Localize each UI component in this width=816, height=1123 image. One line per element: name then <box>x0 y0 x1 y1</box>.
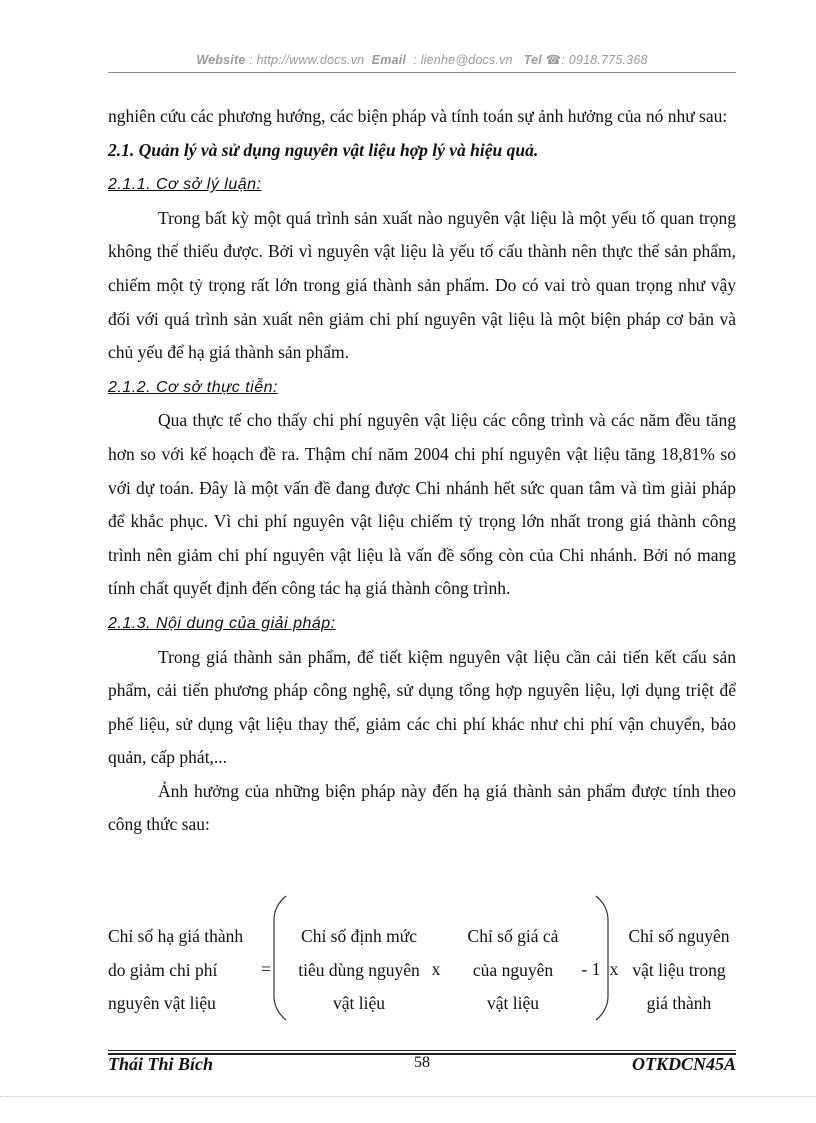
footer-divider <box>108 1050 736 1051</box>
page-edge-dotted-line <box>0 1096 816 1097</box>
website-label: Website <box>196 53 246 67</box>
equals-sign: = <box>261 959 271 979</box>
term-b-line: Chỉ số giá cả <box>467 926 559 946</box>
subsection-heading-3: 2.1.3. Nội dung của giải pháp: <box>108 614 336 632</box>
formula-term-c <box>616 920 742 1021</box>
subsection-heading-1: 2.1.1. Cơ sở lý luận: <box>108 176 262 194</box>
tel-label: Tel <box>523 53 542 67</box>
header-divider <box>108 72 736 73</box>
multiply-sign: x <box>431 959 441 979</box>
website-value: : http://www.docs.vn <box>249 53 365 67</box>
term-c-line: Chỉ số nguyên <box>628 926 730 946</box>
intro-paragraph: nghiên cứu các phương hướng, các biện pháp và tính toán sự ảnh hưởng của nó như sau: <box>108 106 728 126</box>
term-b-line: vật liệu <box>487 993 539 1014</box>
email-value: : lienhe@docs.vn <box>413 53 513 67</box>
section-heading: 2.1. Quản lý và sử dụng nguyên vật liệu hợp lý và hiệu quả. <box>108 139 539 160</box>
page-number: 58 <box>414 1054 430 1071</box>
formula-term-a <box>284 920 434 1021</box>
paragraph-3: Trong giá thành sản phẩm, để tiết kiệm nguyên vật liệu cần cải tiến kết cấu sản phẩm, cải tiến phương pháp công nghệ, sử dụng tổng hợp nguyên liệu, lợi dụng triệt để phế liệu, sử dụng vật liệu thay thế, giảm các chi phí khác như chi phí vận chuyển, bảo quản, cấp phát,... <box>108 646 736 768</box>
phone-icon: ☎ <box>545 53 562 67</box>
email-label: Email <box>371 53 407 67</box>
term-a-line: tiêu dùng nguyên <box>298 959 420 980</box>
term-a-line: Chỉ số định mức <box>301 926 417 946</box>
formula-left-line: do giảm chi phí <box>108 959 218 980</box>
minus-one: - 1 <box>581 959 601 979</box>
term-b-line: của nguyên <box>472 959 554 980</box>
footer-code: OTKDCN45A <box>631 1054 736 1074</box>
term-a-line: vật liệu <box>333 993 385 1014</box>
term-c-line: giá thành <box>646 993 712 1014</box>
tel-value: : 0918.775.368 <box>561 53 648 67</box>
formula <box>108 890 736 1026</box>
paragraph-2: Qua thực tế cho thấy chi phí nguyên vật liệu các công trình và các năm đều tăng hơn so với kế hoạch đề ra. Thậm chí năm 2004 chi phí nguyên vật liệu tăng 18,81% so với dự toán. Đây là một vấn đề đang được Chi nhánh hết sức quan tâm và tìm giải pháp để khắc phục. Vì chi phí nguyên vật liệu chiếm tỷ trọng lớn nhất trong giá thành công trình nên giảm chi phí nguyên vật liệu là vấn đề sống còn của Chi nhánh. Bởi nó mang tính chất quyết định đến công tác hạ giá thành công trình. <box>108 410 736 599</box>
formula-term-b <box>448 920 578 1021</box>
formula-left-term <box>108 920 258 1021</box>
body-text <box>108 100 736 842</box>
subsection-heading-2: 2.1.2. Cơ sở thực tiễn: <box>108 378 278 396</box>
term-c-line: vật liệu trong <box>632 959 726 980</box>
footer-author: Thái Thi Bích <box>108 1054 214 1074</box>
paragraph-4: Ảnh hưởng của những biện pháp này đến hạ giá thành sản phẩm được tính theo công thức sau: <box>108 780 736 835</box>
formula-left-line: nguyên vật liệu <box>108 993 216 1014</box>
multiply-sign: x <box>609 959 619 979</box>
formula-left-line: Chỉ số hạ giá thành <box>108 926 244 946</box>
paragraph-1: Trong bất kỳ một quá trình sản xuất nào nguyên vật liệu là một yếu tố quan trọng không thể thiếu được. Bởi vì nguyên vật liệu là yếu tố cấu thành nên thực thể sản phẩm, chiếm một tỷ trọng rất lớn trong giá thành sản phẩm. Do có vai trò quan trọng như vậy đối với quá trình sản xuất nên giảm chi phí nguyên vật liệu là một biện pháp cơ bản và chủ yếu để hạ giá thành sản phẩm. <box>108 207 736 363</box>
page-header <box>108 52 736 67</box>
